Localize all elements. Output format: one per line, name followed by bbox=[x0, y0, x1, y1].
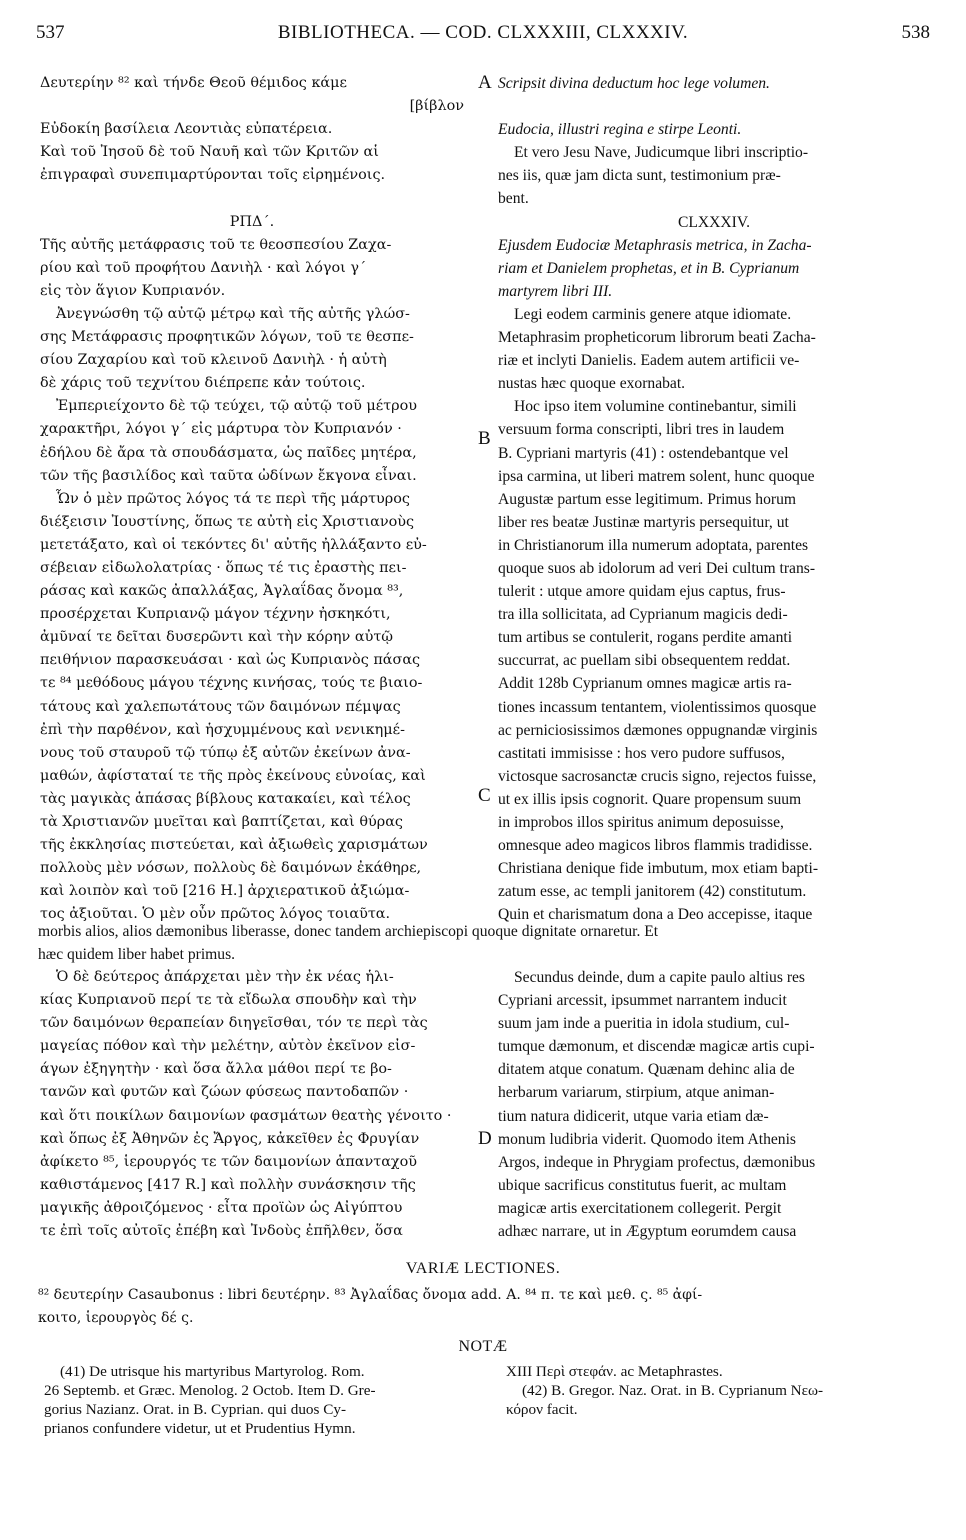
text-line: omnesque adeo magicos libros flammis tradidisse. bbox=[498, 837, 813, 855]
text-line: εἰς τὸν ἅγιον Κυπριανόν. bbox=[40, 282, 226, 299]
text-line: Τῆς αὐτῆς μετάφρασις τοῦ τε θεοσπεσίου Ζαχα- bbox=[40, 236, 392, 253]
text-line: καὶ λοιπὸν καὶ τοῦ [216 H.] ἀρχιερατικοῦ ἀξιώμα- bbox=[40, 883, 410, 900]
text-line: τε ⁸⁴ μεθόδους μάγου τέχνης κινήσας, τούς τε βιαιο- bbox=[40, 675, 423, 692]
text-line: τάτους καὶ χαλεπωτάτους τῶν δαιμόνων πέμψας bbox=[40, 698, 401, 715]
text-line: Et vero Jesu Nave, Judicumque libri inscriptio- bbox=[514, 144, 809, 162]
notae-heading: NOTÆ bbox=[458, 1338, 508, 1355]
greek-column-top bbox=[40, 72, 464, 926]
text-line: τὰ Χριστιανῶν μυεῖται καὶ βαπτίζεται, καὶ θύρας bbox=[40, 814, 403, 830]
text-line: castitati immisisse : hos vero pudore suffusos, bbox=[498, 744, 785, 762]
text-line: τανῶν καὶ φυτῶν καὶ ζώων φύσεως παντοδαπῶν · bbox=[40, 1084, 409, 1101]
text-line: διέξεισιν Ἰουστίνης, ὅπως τε αὐτὴ εἰς Χριστιανοὺς bbox=[40, 513, 415, 530]
text-line: καὶ ὅπως ἐξ Ἀθηνῶν ἐς Ἄργος, κἀκεῖθεν ἐς Φρυγίαν bbox=[40, 1130, 420, 1147]
text-line: Quin et charismatum dona a Deo accepisse, itaque bbox=[498, 906, 813, 924]
notes-right bbox=[506, 1362, 930, 1419]
text-line: nes iis, quæ jam dicta sunt, testimonium præ- bbox=[498, 167, 781, 185]
text-line: τῆς ἐκκλησίας πιστεύεται, καὶ ἀξιωθεὶς χαρισμάτων bbox=[40, 837, 428, 854]
variae-heading: VARIÆ LECTIONES. bbox=[405, 1260, 561, 1277]
text-line: μετετάξατο, καὶ οἱ τεκόντες δι' αὐτῆς ἠλλάξαντο εὐ- bbox=[40, 536, 427, 553]
text-line: νους τοῦ σταυροῦ τῷ τύπῳ ἐξ αὐτῶν ἐκείνων ἀνα- bbox=[40, 744, 411, 761]
text-line: quoque suos ab idolorum ad veri Dei cultum trans- bbox=[498, 559, 816, 577]
text-line: κοιτο, ἱερουργὸς δέ ς. bbox=[38, 1310, 194, 1327]
text-line: ipsa carmina, ut liberi matrem solent, hunc quoque bbox=[498, 467, 815, 485]
text-line: πολλοὺς μὲν νόσων, πολλοὺς δὲ δαιμόνων ἐκάθηρε, bbox=[40, 860, 422, 877]
text-line: Scripsit divina deductum hoc lege volumen. bbox=[498, 75, 770, 92]
running-header bbox=[36, 22, 930, 50]
text-line: ut ex illis ipsis cognorit. Quare propensum suum bbox=[498, 790, 802, 808]
text-line: σέβειαν εἰδωλολατρίας · ὅπως τέ τις ἐραστὴς πει- bbox=[40, 559, 407, 576]
text-line: riam et Danielem prophetas, et in B. Cyprianum bbox=[498, 259, 800, 277]
variae-lectiones bbox=[38, 1285, 930, 1331]
text-line: Argos, indeque in Phrygiam profectus, dæmonibus bbox=[498, 1153, 816, 1171]
text-line: bent. bbox=[498, 190, 529, 208]
text-line: in improbos illos spiritus animum deposuisse, bbox=[498, 814, 784, 831]
text-line: τῶν τῆς βασιλίδος καὶ ταῦτα ὠδίνων ἔκγονα εἶναι. bbox=[40, 467, 417, 484]
text-line: ρίου καὶ τοῦ προφήτου Δανιὴλ · καὶ λόγοι γ΄ bbox=[40, 259, 367, 276]
text-line: Addit 128b Cyprianum omnes magicæ artis ra- bbox=[498, 675, 792, 693]
text-line: hæc quidem liber habet primus. bbox=[38, 946, 236, 964]
text-line: ἀμῦναί τε δεῖται δυσερῶντι καὶ τὴν κόρην αὐτῷ bbox=[40, 629, 394, 646]
text-line: Cypriani arcessit, ipsummet narrantem inducit bbox=[498, 992, 787, 1010]
text-line: Hoc ipso item volumine continebantur, simili bbox=[514, 398, 797, 416]
text-line: tumque dæmonum, et discendæ magicæ artis cupi- bbox=[498, 1038, 815, 1056]
text-line: ac perniciosissimos dæmones oppugnandæ virginis bbox=[498, 721, 818, 739]
text-line bbox=[40, 187, 464, 210]
text-line: Δευτερίην ⁸² καὶ τήνδε Θεοῦ θέμιδος κάμε bbox=[40, 75, 347, 91]
text-line: χαρακτῆρι, λόγοι γ΄ εἰς μάρτυρα τὸν Κυπριανόν · bbox=[40, 421, 402, 438]
text-line: Christiana denique fide imbutum, mox etiam bapti- bbox=[498, 860, 819, 878]
text-line: ⁸² δευτερίην Casaubonus : libri δευτέρην. ⁸³ Ἀγλαΐδας ὄνομα add. A. ⁸⁴ π. τε καὶ μεθ. ς. ⁸⁵ ἀφί- bbox=[38, 1287, 703, 1303]
full-width-text bbox=[38, 920, 930, 966]
notes-left bbox=[44, 1362, 474, 1438]
margin-letter-b: B bbox=[478, 428, 491, 449]
text-line: τε ἐπὶ τοῖς αὐτοῖς ἐπέβη καὶ Ἰνδοὺς ἐπῆλθεν, ὅσα bbox=[40, 1223, 403, 1240]
text-line: gorius Nazianz. Orat. in B. Cyprian. qui duos Cy- bbox=[44, 1401, 347, 1418]
page-number-left: 537 bbox=[36, 22, 65, 43]
text-line: Metaphrasim propheticorum librorum beati Zacha- bbox=[498, 329, 816, 347]
text-line: ράσας καὶ κακῶς ἀπαλλάξας, Ἀγλαΐδας ὄνομα ⁸³, bbox=[40, 583, 404, 600]
text-line: 26 Septemb. et Græc. Menolog. 2 Octob. Item D. Gre- bbox=[44, 1382, 376, 1399]
text-line: Ἀνεγνώσθη τῷ αὐτῷ μέτρῳ καὶ τῆς αὐτῆς γλώσ- bbox=[56, 305, 410, 322]
latin-column-top bbox=[498, 72, 930, 926]
text-line: [βίβλον bbox=[409, 98, 464, 115]
text-line bbox=[498, 95, 930, 118]
text-line: τος ἀξιοῦται. Ὁ μὲν οὖν πρῶτος λόγος τοιαῦτα. bbox=[40, 906, 391, 923]
text-line: τὰς μαγικὰς ἁπάσας βίβλους κατακαίει, καὶ τέλος bbox=[40, 790, 411, 807]
text-line: tulerit : utque amore quidam ejus captus, frus- bbox=[498, 583, 786, 601]
text-line: Eudocia, illustri regina e stirpe Leonti. bbox=[498, 121, 742, 139]
latin-column-bottom bbox=[498, 966, 930, 1243]
text-line: κίας Κυπριανοῦ περί τε τὰ εἴδωλα σπουδὴν καὶ τὴν bbox=[40, 992, 417, 1009]
text-line: tum artibus se contulerit, rogans perdite amanti bbox=[498, 629, 793, 647]
text-line: herbarum variarum, stirpium, atque animan- bbox=[498, 1084, 775, 1102]
text-line: ubique sacrificus constitutus fuerit, ac multam bbox=[498, 1176, 787, 1194]
text-line: προσέρχεται Κυπριανῷ μάγον τέχνην ἠσκηκότι, bbox=[40, 606, 391, 623]
text-line: Εὐδοκίη βασίλεια Λεοντιὰς εὐπατέρεια. bbox=[40, 121, 333, 138]
text-line: XIII Περὶ στεφάν. ac Metaphrastes. bbox=[506, 1363, 723, 1380]
text-line: μαγείας πόθον καὶ τὴν μελέτην, αὐτὸν ἐκεῖνον εἰσ- bbox=[40, 1038, 416, 1055]
text-line: μαθών, ἀφίσταταί τε τῆς πρὸς ἐκείνους εὐνοίας, καὶ bbox=[40, 767, 426, 784]
text-line: Ejusdem Eudociæ Metaphrasis metrica, in Zacha- bbox=[498, 236, 812, 254]
text-line: ἐπιγραφαὶ συνεπιμαρτύρονται τοῖς εἰρημένοις. bbox=[40, 167, 386, 184]
text-line: Legi eodem carminis genere atque idiomate. bbox=[514, 305, 792, 323]
text-line: tium natura didicerit, utque varia etiam dæ- bbox=[498, 1107, 769, 1125]
text-line: succurrat, ac puellam sibi obsequentem reddat. bbox=[498, 652, 791, 670]
text-line: B. Cypriani martyris (41) : ostendebantque vel bbox=[498, 444, 789, 462]
text-line: monum ludibria viderit. Quomodo item Athenis bbox=[498, 1130, 796, 1148]
text-line: (41) De utrisque his martyribus Martyrolog. Rom. bbox=[60, 1363, 365, 1380]
text-line: Secundus deinde, dum a capite paulo altius res bbox=[514, 969, 806, 986]
text-line: ditatem atque conatum. Quænam dehinc alia de bbox=[498, 1061, 795, 1079]
text-line: σης Μετάφρασις προφητικῶν λόγων, τοῦ τε θεσπε- bbox=[40, 329, 414, 346]
text-line: martyrem libri III. bbox=[498, 282, 613, 300]
margin-letter-c: C bbox=[478, 785, 491, 806]
text-line: ἀφίκετο ⁸⁵, ἱερουργός τε τῶν δαιμονίων ἁπανταχοῦ bbox=[40, 1153, 418, 1170]
text-line: Ὧν ὁ μὲν πρῶτος λόγος τά τε περὶ τῆς μάρτυρος bbox=[56, 490, 410, 507]
text-line: liber res beatæ Justinæ martyris persequitur, ut bbox=[498, 513, 789, 531]
text-line: καὶ ὅτι ποικίλων δαιμονίων φασμάτων θεατὴς γένοιτο · bbox=[40, 1107, 452, 1124]
text-line: δὲ χάρις τοῦ τεχνίτου διέπρεπε κἀν τούτοις. bbox=[40, 375, 366, 392]
text-line: zatum esse, ac templi janitorem (42) constitutum. bbox=[498, 883, 807, 901]
text-line: Augustæ partum esse legitimum. Primus horum bbox=[498, 490, 797, 508]
text-line: nustas hæc quoque exornabat. bbox=[498, 375, 686, 393]
text-line: Ἐμπεριείχοντο δὲ τῷ τεύχει, τῷ αὐτῷ τοῦ μέτρου bbox=[56, 398, 418, 415]
text-line: Καὶ τοῦ Ἰησοῦ δὲ τοῦ Ναυῆ καὶ τῶν Κριτῶν αἱ bbox=[40, 144, 379, 161]
greek-column-bottom bbox=[40, 966, 464, 1243]
margin-letter-d: D bbox=[478, 1128, 492, 1149]
text-line: in Christianorum illa numerum adoptata, parentes bbox=[498, 536, 809, 554]
text-line: άγων ἐξηγητὴν · καὶ ὅσα ἄλλα μάθοι περί τε βο- bbox=[40, 1061, 392, 1078]
text-line: magicæ artis exercitationem collegerit. Pergit bbox=[498, 1199, 782, 1217]
text-line: tra illa sollicitata, ad Cyprianum magicis dedi- bbox=[498, 606, 788, 624]
text-line: CLXXXIV. bbox=[677, 213, 751, 231]
text-line: καθιστάμενος [417 R.] καὶ πολλὴν συνάσκησιν τῆς bbox=[40, 1176, 416, 1193]
text-line: ἐδήλου δὲ ἄρα τὰ σπουδάσματα, ὡς παῖδες μητέρα, bbox=[40, 444, 417, 461]
text-line: μαγικῆς ἀθροιζόμενος · εἶτα προϊὼν ὡς Αἰγύπτου bbox=[40, 1199, 403, 1216]
running-title: BIBLIOTHECA. — COD. CLXXXIII, CLXXXIV. bbox=[277, 22, 689, 43]
text-line: τῶν δαιμόνων θεραπείαν διηγεῖσθαι, τόν τε περὶ τὰς bbox=[40, 1015, 428, 1032]
text-line: riæ et inclyti Danielis. Eadem autem artificii ve- bbox=[498, 352, 800, 370]
text-line: suum jam inde a pueritia in idola studium, cul- bbox=[498, 1015, 790, 1033]
text-line: ἐπὶ τὴν παρθένον, καὶ ἡσχυμμένους καὶ νενικημέ- bbox=[40, 721, 405, 738]
text-line: Ὁ δὲ δεύτερος ἀπάρχεται μὲν τὴν ἐκ νέας ἡλι- bbox=[56, 969, 394, 985]
text-line: tiones incassum tentantem, violentissimos quosque bbox=[498, 698, 817, 716]
text-line: versuum forma conscripti, libri tres in laudem bbox=[498, 421, 785, 439]
text-line: victosque sacrosanctæ crucis signo, rejectos fuisse, bbox=[498, 767, 817, 785]
text-line: πειθήνιον παρασκευάσαι · καὶ ὡς Κυπριανὸς πάσας bbox=[40, 652, 421, 669]
text-line: adhæc narrare, ut in Ægyptum eorumdem causa bbox=[498, 1223, 797, 1241]
page-number-right: 538 bbox=[901, 22, 930, 43]
text-line: morbis alios, alios dæmonibus liberasse, donec tandem archiepiscopi quoque dignitate ornaretur. Et bbox=[38, 923, 659, 940]
margin-letter-a: A bbox=[478, 72, 492, 93]
text-line: ΡΠΔ΄. bbox=[229, 213, 275, 230]
text-line: prianos confundere videtur, ut et Prudentius Hymn. bbox=[44, 1420, 356, 1437]
text-line: σίου Ζαχαρίου καὶ τοῦ κλεινοῦ Δανιὴλ · ἡ αὐτὴ bbox=[40, 352, 387, 369]
text-line: (42) B. Gregor. Naz. Orat. in B. Cyprianum Νεω- bbox=[522, 1382, 824, 1399]
text-line: κόρον facit. bbox=[506, 1401, 578, 1418]
